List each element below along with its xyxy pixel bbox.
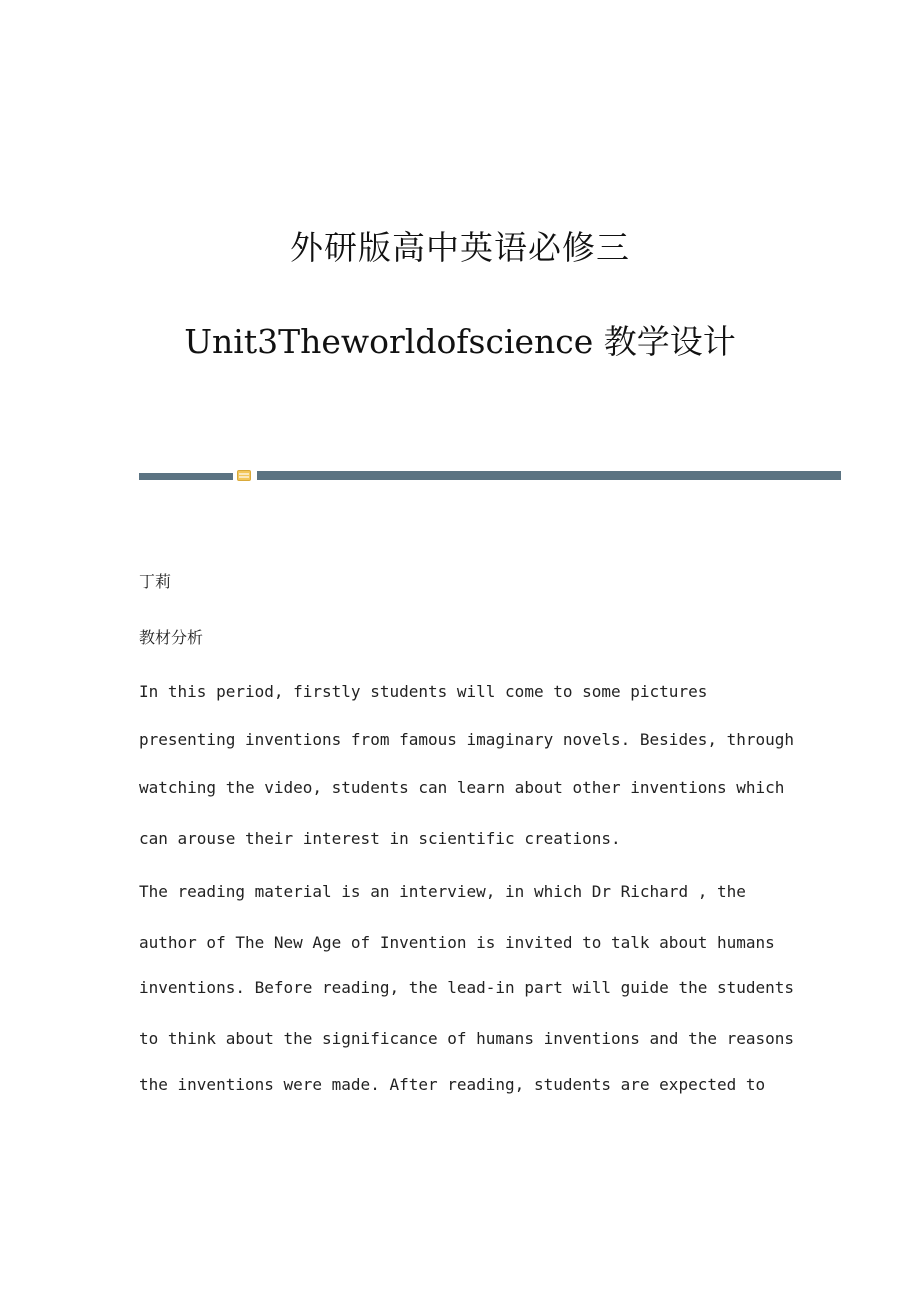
body-line: presenting inventions from famous imaginary novels. Besides, through — [139, 730, 795, 749]
body-line: can arouse their interest in scientific creations. — [139, 829, 621, 848]
body-line: the inventions were made. After reading, students are expected to — [139, 1075, 766, 1094]
divider-bar-right — [257, 471, 841, 480]
body-line: inventions. Before reading, the lead-in part will guide the students — [139, 978, 795, 997]
body-line: watching the video, students can learn about other inventions which — [139, 778, 785, 797]
body-line: The reading material is an interview, in which Dr Richard , the — [139, 882, 746, 901]
author-name: 丁莉 — [139, 572, 172, 591]
envelope-icon — [237, 470, 251, 481]
title-divider — [139, 470, 841, 482]
body-line: author of The New Age of Invention is invited to talk about humans — [139, 933, 775, 952]
document-title-line-2: Unit3Theworldofscience 教学设计 — [184, 322, 736, 361]
body-line: In this period, firstly students will come to some pictures — [139, 682, 708, 701]
section-heading: 教材分析 — [139, 628, 204, 647]
divider-bar-left — [139, 473, 233, 480]
body-line: to think about the significance of humans inventions and the reasons — [139, 1029, 795, 1048]
document-title-line-1: 外研版高中英语必修三 — [290, 228, 630, 267]
